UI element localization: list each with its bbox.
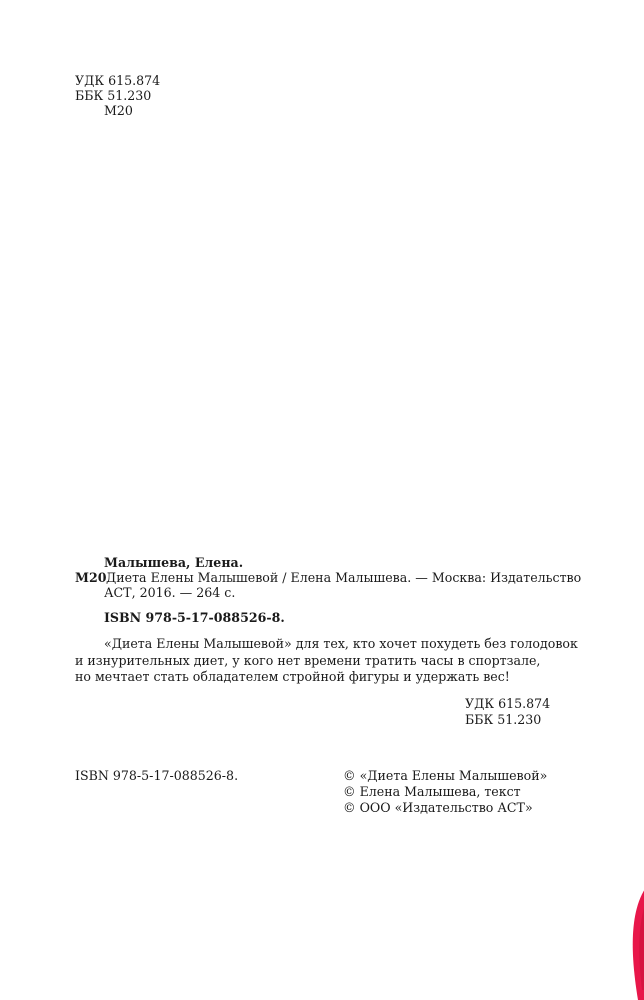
header-author-mark: М20: [104, 103, 133, 118]
red-corner-decoration: [622, 880, 644, 1000]
annotation-line: но мечтает стать обладателем стройной фигуры и удержать вес!: [75, 669, 510, 684]
catalog-mark: М20: [75, 570, 107, 585]
footer-isbn: ISBN 978-5-17-088526-8.: [75, 768, 239, 783]
annotation-line: и изнурительных диет, у кого нет времени тратить часы в спортзале,: [75, 653, 541, 668]
copyright-line: © Елена Малышева, текст: [343, 784, 521, 799]
copyright-line: © «Диета Елены Малышевой»: [343, 768, 548, 783]
catalog-description-line1: Диета Елены Малышевой / Елена Малышева. — Москва: Издательство: [106, 570, 582, 585]
annotation-line: «Диета Елены Малышевой» для тех, кто хочет похудеть без голодовок: [104, 636, 578, 651]
catalog-author: Малышева, Елена.: [104, 555, 244, 570]
catalog-isbn: ISBN 978-5-17-088526-8.: [104, 610, 285, 625]
catalog-bbk: ББК 51.230: [465, 712, 542, 727]
catalog-description-line2: АСТ, 2016. — 264 с.: [104, 585, 236, 600]
header-udk: УДК 615.874: [75, 73, 161, 88]
header-bbk: ББК 51.230: [75, 88, 152, 103]
catalog-udk: УДК 615.874: [465, 696, 551, 711]
copyright-line: © ООО «Издательство АСТ»: [343, 800, 533, 815]
